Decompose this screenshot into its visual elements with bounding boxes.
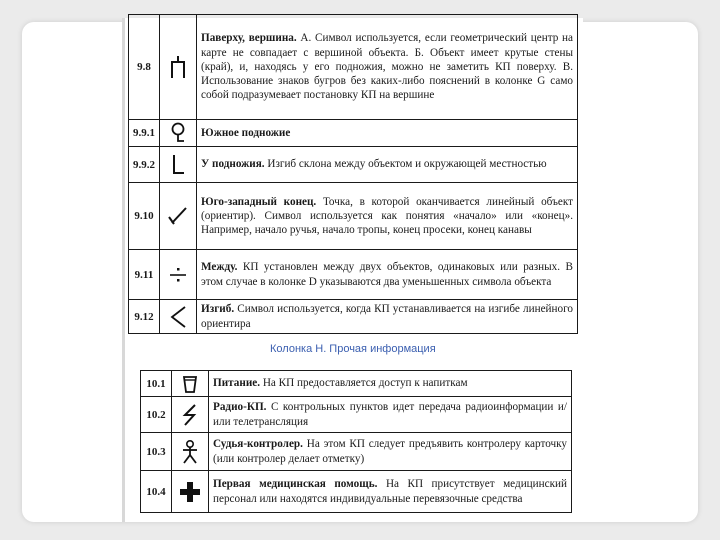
- row-text: КП установлен между двух объектов, одинаковых или разных. В этом случае в колонке D указываются два уменьшенных символа объекта: [201, 261, 574, 288]
- row-code: 9.9.2: [129, 147, 160, 183]
- table-row: [141, 397, 572, 433]
- row-text: На КП присутствует медицинский персонал или находятся индивидуальные перевязочные средства: [213, 478, 568, 505]
- first-aid-icon: [172, 471, 209, 513]
- table-row: [129, 15, 578, 120]
- peak-top-icon: [160, 15, 197, 120]
- person-icon: [172, 433, 209, 471]
- row-description: [197, 15, 578, 120]
- row-code: 10.1: [141, 371, 172, 397]
- foot-icon: [160, 147, 197, 183]
- row-text: На этом КП следует предъявить контролеру карточку (или контролер делает отметку): [213, 438, 568, 465]
- table-row: [129, 120, 578, 147]
- south-foot-icon: [160, 120, 197, 147]
- row-title: У подножия.: [201, 158, 265, 171]
- table-row: [129, 250, 578, 300]
- sw-end-icon: [160, 183, 197, 250]
- row-text: Символ используется, когда КП устанавливается на изгибе линейного ориентира: [201, 303, 574, 330]
- row-title: Первая медицинская помощь.: [213, 478, 378, 491]
- row-code: 10.3: [141, 433, 172, 471]
- row-description: [209, 371, 572, 397]
- symbols-table-column-g: [128, 14, 578, 334]
- row-text: Изгиб склона между объектом и окружающей местностью: [267, 158, 547, 171]
- row-title: Южное подножие: [201, 126, 291, 139]
- row-description: [197, 147, 578, 183]
- table-row: [129, 183, 578, 250]
- row-title: Судья-контролер.: [213, 438, 303, 451]
- row-code: 9.12: [129, 300, 160, 334]
- row-description: [197, 300, 578, 334]
- between-icon: [160, 250, 197, 300]
- row-description: [197, 183, 578, 250]
- symbols-table-column-h: [140, 370, 572, 513]
- cup-icon: [172, 371, 209, 397]
- row-code: 9.9.1: [129, 120, 160, 147]
- row-description: [209, 397, 572, 433]
- row-text: На КП предоставляется доступ к напиткам: [262, 377, 468, 390]
- row-title: Между.: [201, 261, 238, 274]
- row-description: [209, 471, 572, 513]
- bend-icon: [160, 300, 197, 334]
- table-row: [141, 471, 572, 513]
- row-code: 10.2: [141, 397, 172, 433]
- table-row: [141, 371, 572, 397]
- row-code: 9.8: [129, 15, 160, 120]
- row-title: Паверху, вершина.: [201, 32, 297, 45]
- row-title: Радио-КП.: [213, 401, 267, 414]
- row-text: С контрольных пунктов идет передача радиоинформации и/или телетрансляция: [213, 401, 567, 428]
- row-title: Юго-западный конец.: [201, 195, 317, 208]
- row-text: А. Символ используется, если геометрический центр на карте не совпадает с вершиной объекта. Б. Объект имеет крутые стены (край), и, находясь у его подножия, можно не заметить КП поверху. В. Использование знаков бугров без каких-либо пояснений в колонке G само собой подразумевает постановку КП на вершине: [201, 32, 574, 102]
- row-code: 9.11: [129, 250, 160, 300]
- table-row: [129, 147, 578, 183]
- section-caption: Колонка H. Прочая информация: [270, 343, 436, 355]
- table-row: [129, 300, 578, 334]
- radio-icon: [172, 397, 209, 433]
- row-title: Изгиб.: [201, 303, 235, 316]
- row-code: 9.10: [129, 183, 160, 250]
- table-row: [141, 433, 572, 471]
- row-title: Питание.: [213, 377, 261, 390]
- row-text: Точка, в которой оканчивается линейный объект (ориентир). Символ используется как понятия «начало» или «конец». Например, начало ручья, начало тропы, конец просеки, конец канавы: [201, 195, 574, 237]
- row-description: [209, 433, 572, 471]
- row-description: [197, 250, 578, 300]
- row-code: 10.4: [141, 471, 172, 513]
- row-description: [197, 120, 578, 147]
